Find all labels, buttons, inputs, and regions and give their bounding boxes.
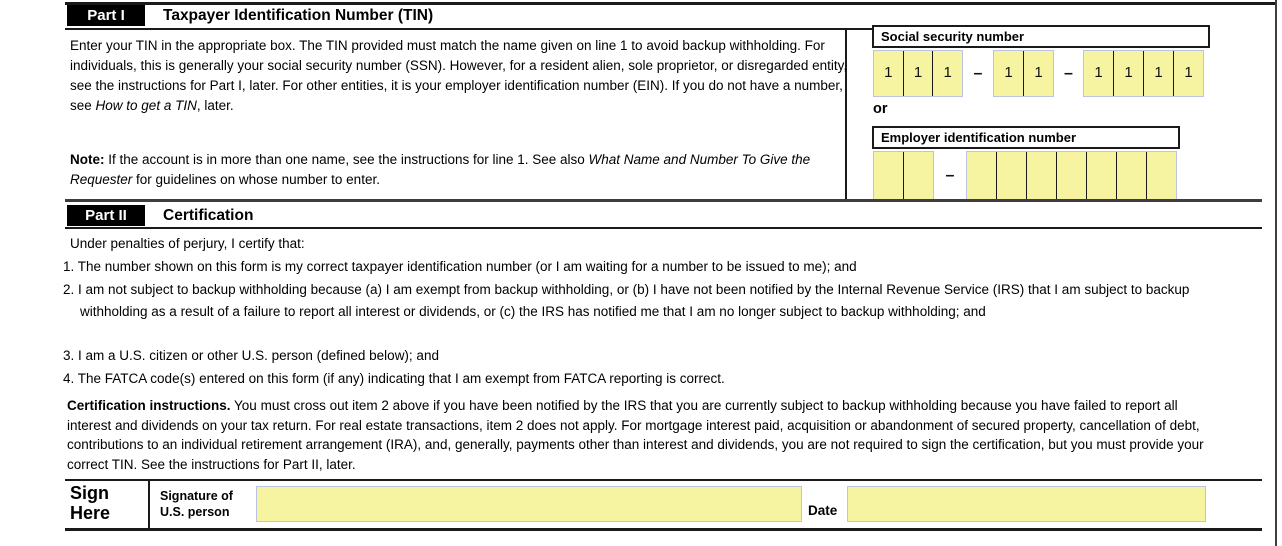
- item-text: I am not subject to backup withholding because (a) I am exempt from backup withholding, or (b) I have not been notified by the Internal Revenue Service (IRS) that I am subject to backup withholding as a result of a failure to report all interest or dividends, or (c) the IRS has notified me that I am no longer subject to backup withholding; and: [78, 282, 1190, 319]
- ssn-digit-input[interactable]: 1: [884, 64, 893, 81]
- item-number: 3.: [63, 348, 75, 363]
- certification-item-4: [63, 368, 1232, 390]
- ssn-dash-2: –: [1064, 65, 1073, 82]
- ssn-group-serial[interactable]: [1083, 50, 1204, 97]
- certification-intro: Under penalties of perjury, I certify that:: [70, 236, 305, 251]
- ein-digit-input[interactable]: [1146, 152, 1176, 199]
- part1-instructions-end: , later.: [196, 98, 234, 113]
- item-number: 4.: [63, 371, 75, 386]
- certification-item-1: [63, 256, 1232, 278]
- ssn-digit-input[interactable]: 1: [1113, 51, 1143, 96]
- item-number: 2.: [63, 282, 75, 297]
- signature-input[interactable]: [256, 486, 802, 522]
- part2-header-underline: [65, 227, 1262, 229]
- part1-note: [70, 150, 852, 190]
- signature-of-label: [160, 488, 233, 520]
- ssn-digit-input[interactable]: 1: [1143, 51, 1173, 96]
- signature-of-line1: Signature of: [160, 489, 233, 503]
- sign-here-line1: Sign: [70, 483, 109, 503]
- sign-row-top-rule: [65, 479, 1262, 481]
- certification-item-2: [63, 279, 1232, 323]
- ssn-digit-input[interactable]: 1: [1173, 51, 1203, 96]
- ein-digit-input[interactable]: [1116, 152, 1146, 199]
- page-right-border: [1275, 0, 1277, 546]
- certification-instructions-text: You must cross out item 2 above if you have been notified by the IRS that you are currently subject to backup withholding because you have failed to report all interest and dividends on your tax return. For real estate transactions, item 2 does not apply. For mortgage interest paid, acquisition or abandonment of secured property, cancellation of debt, contributions to an individual retirement arrangement (IRA), and, generally, payments other than interest and dividends, you are not required to sign the certification, but you must provide your correct TIN. See the instructions for Part II, later.: [67, 398, 1204, 472]
- signature-of-line2: U.S. person: [160, 505, 230, 519]
- sign-here-label: [70, 484, 110, 523]
- part1-title: Taxpayer Identification Number (TIN): [163, 7, 434, 24]
- ein-group-serial[interactable]: [966, 151, 1177, 200]
- item-text: I am a U.S. citizen or other U.S. person (defined below); and: [78, 348, 439, 363]
- ein-digit-input[interactable]: [874, 152, 903, 199]
- certification-item-3: [63, 345, 1232, 367]
- sign-here-line2: Here: [70, 502, 111, 523]
- note-text-end: for guidelines on whose number to enter.: [132, 172, 380, 187]
- date-input[interactable]: [847, 486, 1206, 522]
- ein-digit-input[interactable]: [996, 152, 1026, 199]
- or-label: or: [873, 101, 888, 117]
- part1-badge: Part I: [67, 5, 145, 26]
- part1-instructions-italic: How to get a TIN: [95, 98, 197, 113]
- bottom-rule: [65, 528, 1262, 531]
- ssn-group-area[interactable]: [873, 50, 963, 97]
- ein-digit-input[interactable]: [1056, 152, 1086, 199]
- ein-digit-input[interactable]: [1086, 152, 1116, 199]
- part2-top-rule: [65, 199, 1262, 202]
- ein-group-prefix[interactable]: [873, 151, 934, 200]
- ssn-label-box: Social security number: [872, 25, 1210, 48]
- ssn-digit-input[interactable]: 1: [1004, 64, 1013, 81]
- date-label: Date: [808, 503, 838, 518]
- part1-instructions-text: Enter your TIN in the appropriate box. The TIN provided must match the name given on line 1 to avoid backup withholding. For individuals, this is generally your social security number (SSN). However, for a resident alien, sole proprietor, or disregarded entity, see the instructions for Part I, later. For other entities, it is your employer identification number (EIN). If you do not have a number, see: [70, 38, 848, 113]
- part2-badge: Part II: [67, 205, 145, 226]
- item-text: The FATCA code(s) entered on this form (if any) indicating that I am exempt from FATCA reporting is correct.: [77, 371, 725, 386]
- certification-instructions-label: Certification instructions.: [67, 398, 231, 413]
- ssn-digit-input[interactable]: 1: [932, 51, 962, 96]
- ein-digit-input[interactable]: [967, 152, 996, 199]
- ein-digit-input[interactable]: [903, 152, 933, 199]
- part1-instructions: [70, 36, 852, 116]
- ein-digit-input[interactable]: [1026, 152, 1056, 199]
- part1-header-underline: [65, 28, 872, 30]
- certification-instructions: [67, 396, 1217, 474]
- ssn-digit-input[interactable]: 1: [1023, 51, 1053, 96]
- note-italic: What Name and Number To Give the Requester: [70, 152, 811, 187]
- part2-title: Certification: [163, 207, 254, 224]
- ssn-group-middle[interactable]: [993, 50, 1054, 97]
- note-text: If the account is in more than one name, see the instructions for line 1. See also: [104, 152, 589, 167]
- item-text: The number shown on this form is my correct taxpayer identification number (or I am waiting for a number to be issued to me); and: [77, 259, 857, 274]
- note-label: Note:: [70, 152, 105, 167]
- item-number: 1.: [63, 259, 75, 274]
- ein-dash: –: [945, 167, 955, 184]
- ssn-dash-1: –: [973, 65, 983, 82]
- ssn-digit-input[interactable]: 1: [903, 51, 933, 96]
- ssn-digit-input[interactable]: 1: [1094, 64, 1103, 81]
- ein-label-box: Employer identification number: [872, 126, 1180, 149]
- sign-row-divider: [148, 479, 150, 530]
